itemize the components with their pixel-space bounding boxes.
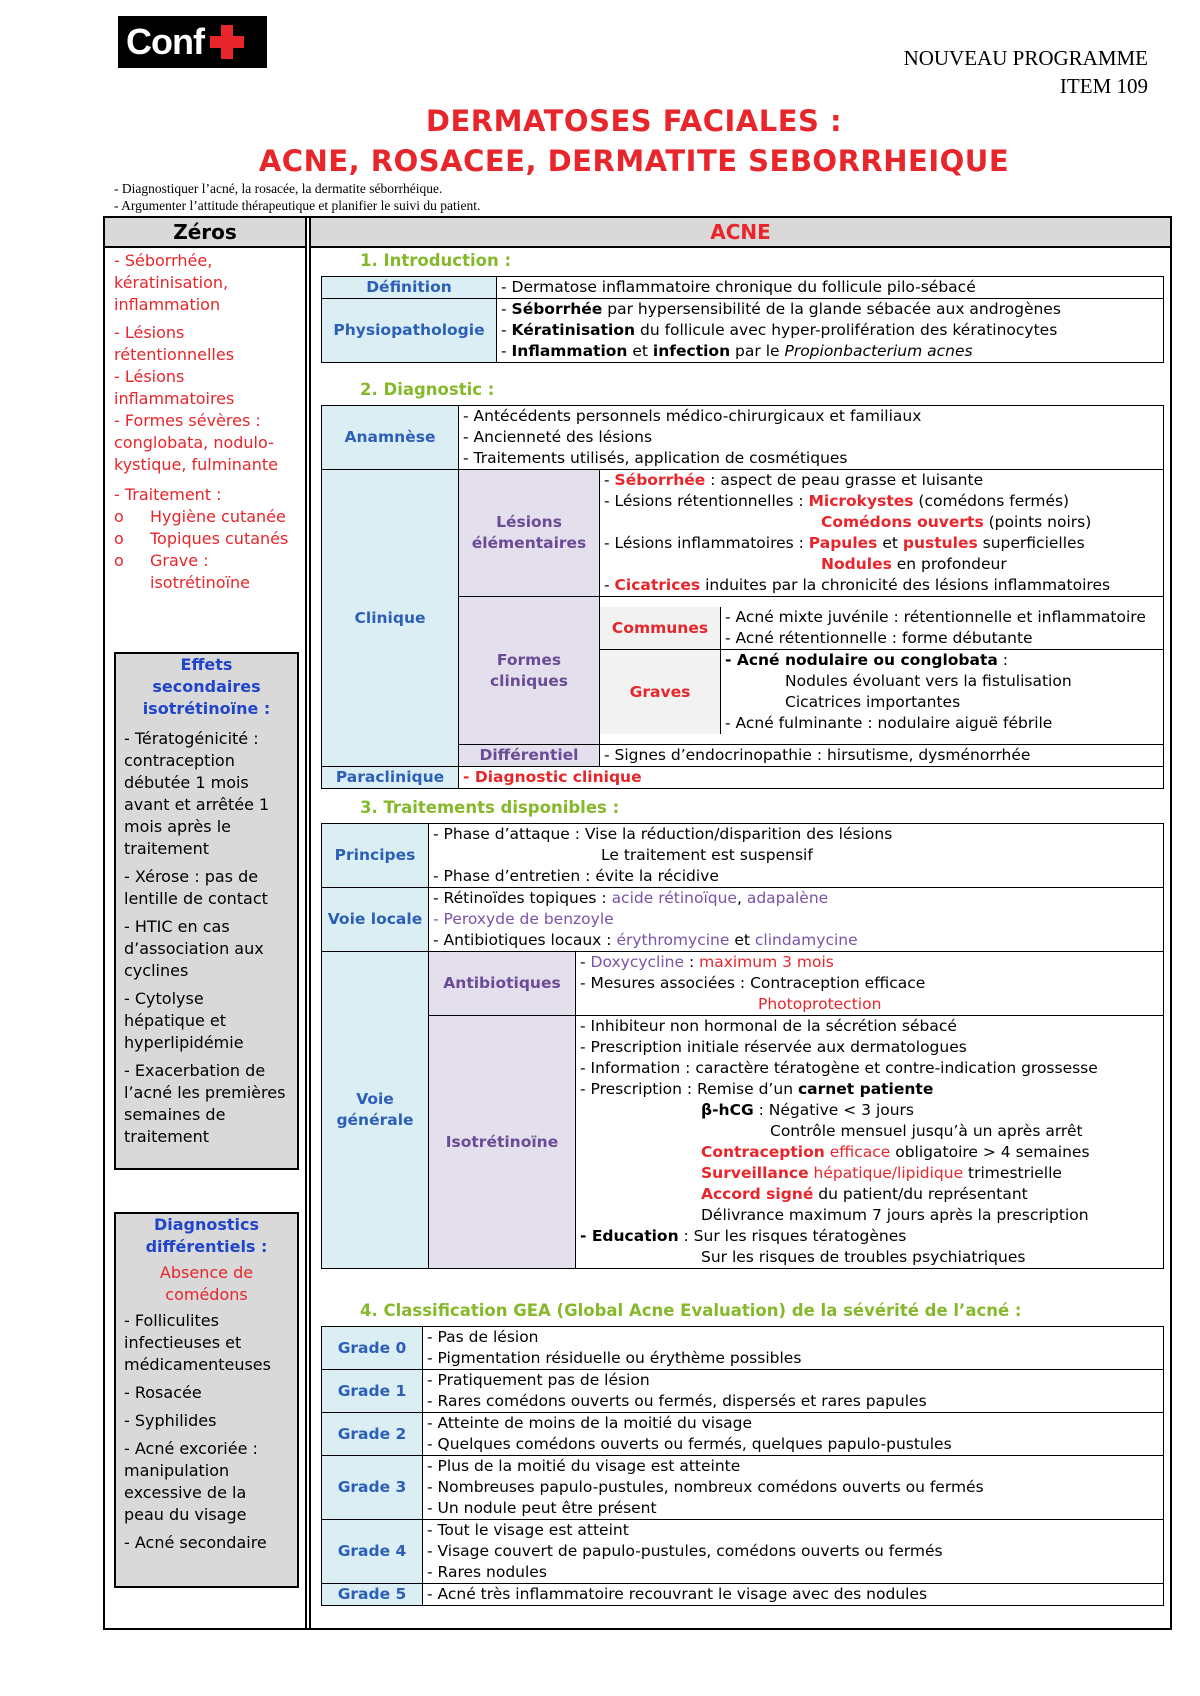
section-traitements: 3. Traitements disponibles :: [360, 798, 620, 817]
formes-label: Formes cliniques: [459, 597, 600, 745]
graves-text: - Acné nodulaire ou conglobata : Nodules évoluant vers la fistulisation Cicatrices importantes - Acné fulminante : nodulaire aiguë fébrile: [725, 651, 1072, 732]
objective-2: - Argumenter l’attitude thérapeutique et planifier le suivi du patient.: [114, 198, 481, 213]
clinique-label: Clinique: [322, 470, 459, 767]
zeros-item: - Séborrhée, kératinisation, inflammation: [114, 251, 229, 314]
treatment-item: [114, 550, 300, 594]
lesions-text: - Séborrhée : aspect de peau grasse et luisante - Lésions rétentionnelles : Microkystes (comédons fermés) Comédons ouverts (points noirs) - Lésions inflammatoires : Papules et pustules superficielles Nodules en profondeur - Cicatrices induites par la chronicité des lésions inflammatoires: [600, 470, 1164, 597]
grade-3-label: Grade 3: [322, 1456, 423, 1520]
page-title-line2: ACNE, ROSACEE, DERMATITE SEBORRHEIQUE: [258, 144, 1010, 178]
grades-table: [321, 1326, 1164, 1606]
grade-2-label: Grade 2: [322, 1413, 423, 1456]
bullet-icon: o: [114, 507, 124, 526]
treatment-text: Hygiène cutanée: [150, 507, 286, 526]
effects-item: - Xérose : pas de lentille de contact: [124, 867, 268, 908]
logo: [118, 16, 267, 68]
treatment-item: [114, 528, 300, 550]
column-divider-2: [309, 216, 311, 1630]
grade-3-text: - Plus de la moitié du visage est atteinte - Nombreuses papulo-pustules, nombreux comédons ouverts ou fermés - Un nodule peut être présent: [423, 1456, 1164, 1520]
differential-item: - Acné excoriée : manipulation excessive de la peau du visage: [124, 1439, 258, 1524]
treatment-table: [321, 823, 1164, 1269]
anamnese-text: - Antécédents personnels médico-chirurgicaux et familiaux - Ancienneté des lésions - Traitements utilisés, application de cosmétiques: [459, 406, 1164, 470]
effects-item: - Tératogénicité : contraception débutée 1 mois avant et arrêtée 1 mois après le traitement: [124, 729, 270, 858]
voie-locale-label: Voie locale: [322, 888, 429, 952]
treatment-text: Topiques cutanés: [150, 529, 289, 548]
differential-item: - Syphilides: [124, 1411, 217, 1430]
formes-table: [600, 607, 1163, 734]
formes-cell: [600, 597, 1164, 745]
effects-box: [114, 652, 299, 1170]
grade-1-label: Grade 1: [322, 1370, 423, 1413]
effects-heading: Effets secondaires isotrétinoïne :: [142, 655, 271, 718]
acne-heading: ACNE: [311, 218, 1170, 248]
isotretinoine-label: Isotrétinoïne: [429, 1016, 576, 1269]
treatment-text: Grave : isotrétinoïne: [150, 551, 250, 592]
antibiotiques-text: - Doxycycline : maximum 3 mois - Mesures associées : Contraception efficace Photoprotection: [576, 952, 1164, 1016]
communes-text: - Acné mixte juvénile : rétentionnelle et inflammatoire - Acné rétentionnelle : forme débutante: [721, 607, 1164, 650]
section-introduction: 1. Introduction :: [360, 251, 512, 270]
zeros-list: [114, 250, 300, 594]
physio-label: Physiopathologie: [322, 299, 497, 363]
zeros-item: - Formes sévères : conglobata, nodulo-kystique, fulminante: [114, 411, 278, 474]
isotretinoine-text: - Inhibiteur non hormonal de la sécrétion sébacé - Prescription initiale réservée aux dermatologues - Information : caractère tératogène et contre-indication grossesse - Prescription : Remise d’un carnet patiente β-hCG : Négative < 3 jours Contrôle mensuel jusqu’à un après arrêt Contraception efficace obligatoire > 4 semaines Surveillance hépatique/lipidique trimestrielle Accord signé du patient/du représentant Délivrance maximum 7 jours après la prescription - Education : Sur les risques tératogènes Sur les risques de troubles psychiatriques: [576, 1016, 1164, 1269]
voie-locale-text: - Rétinoïdes topiques : acide rétinoïque, adapalène - Peroxyde de benzoyle - Antibiotiques locaux : érythromycine et clindamycine: [429, 888, 1164, 952]
grade-0-label: Grade 0: [322, 1327, 423, 1370]
bullet-icon: o: [114, 529, 124, 548]
antibiotiques-label: Antibiotiques: [429, 952, 576, 1016]
voie-generale-label: Voie générale: [322, 952, 429, 1269]
zeros-item: - Lésions rétentionnelles: [114, 323, 235, 364]
zeros-item: - Lésions inflammatoires: [114, 367, 235, 408]
definition-text: - Dermatose inflammatoire chronique du follicule pilo-sébacé: [497, 277, 1164, 299]
effects-item: - Cytolyse hépatique et hyperlipidémie: [124, 989, 244, 1052]
differential-box: [114, 1212, 299, 1588]
treatment-item: [114, 506, 300, 528]
plus-icon: [210, 25, 244, 59]
lesions-label: Lésions élémentaires: [459, 470, 600, 597]
grade-5-text: - Acné très inflammatoire recouvrant le visage avec des nodules: [423, 1584, 1164, 1606]
bullet-icon: o: [114, 551, 124, 570]
objective-1: - Diagnostiquer l’acné, la rosacée, la dermatite séborrhéique.: [114, 181, 443, 196]
absence-note: Absence de comédons: [159, 1263, 254, 1304]
intro-table: [321, 276, 1164, 363]
anamnese-label: Anamnèse: [322, 406, 459, 470]
zeros-item: - Traitement :: [114, 485, 222, 504]
section-diagnostic: 2. Diagnostic :: [360, 380, 495, 399]
graves-label: Graves: [600, 650, 721, 735]
grade-4-text: - Tout le visage est atteint - Visage couvert de papulo-pustules, comédons ouverts ou fermés - Rares nodules: [423, 1520, 1164, 1584]
differentiel-text: - Signes d’endocrinopathie : hirsutisme, dysménorrhée: [600, 745, 1164, 767]
diagnostic-table: [321, 405, 1164, 789]
communes-label: Communes: [600, 607, 721, 650]
item-label: ITEM 109: [1059, 74, 1148, 98]
grade-1-text: - Pratiquement pas de lésion - Rares comédons ouverts ou fermés, dispersés et rares papules: [423, 1370, 1164, 1413]
principes-text: - Phase d’attaque : Vise la réduction/disparition des lésions Le traitement est suspensif - Phase d’entretien : évite la récidive: [429, 824, 1164, 888]
logo-text: Conf: [126, 21, 204, 62]
differential-item: - Folliculites infectieuses et médicamenteuses: [124, 1311, 271, 1374]
section-classification: 4. Classification GEA (Global Acne Evaluation) de la sévérité de l’acné :: [360, 1301, 1022, 1320]
zeros-heading: Zéros: [105, 218, 305, 248]
definition-label: Définition: [322, 277, 497, 299]
physio-text: - Séborrhée par hypersensibilité de la glande sébacée aux androgènes - Kératinisation du follicule avec hyper-prolifération des kératinocytes - Inflammation et infection par le Propionbacterium acnes: [497, 299, 1164, 363]
grade-4-label: Grade 4: [322, 1520, 423, 1584]
effects-item: - HTIC en cas d’association aux cyclines: [124, 917, 264, 980]
differentiel-label: Différentiel: [459, 745, 600, 767]
differential-item: - Rosacée: [124, 1383, 202, 1402]
differential-item: - Acné secondaire: [124, 1533, 267, 1552]
paraclinique-text: - Diagnostic clinique: [459, 767, 1164, 789]
grade-0-text: - Pas de lésion - Pigmentation résiduelle ou érythème possibles: [423, 1327, 1164, 1370]
principes-label: Principes: [322, 824, 429, 888]
grade-2-text: - Atteinte de moins de la moitié du visage - Quelques comédons ouverts ou fermés, quelques papulo-pustules: [423, 1413, 1164, 1456]
paraclinique-label: Paraclinique: [322, 767, 459, 789]
program-label: NOUVEAU PROGRAMME: [903, 46, 1148, 70]
differential-heading: Diagnostics différentiels :: [145, 1215, 268, 1256]
grade-5-label: Grade 5: [322, 1584, 423, 1606]
page-title-line1: DERMATOSES FACIALES :: [425, 104, 843, 138]
column-divider: [305, 216, 307, 1630]
effects-item: - Exacerbation de l’acné les premières semaines de traitement: [124, 1061, 286, 1146]
